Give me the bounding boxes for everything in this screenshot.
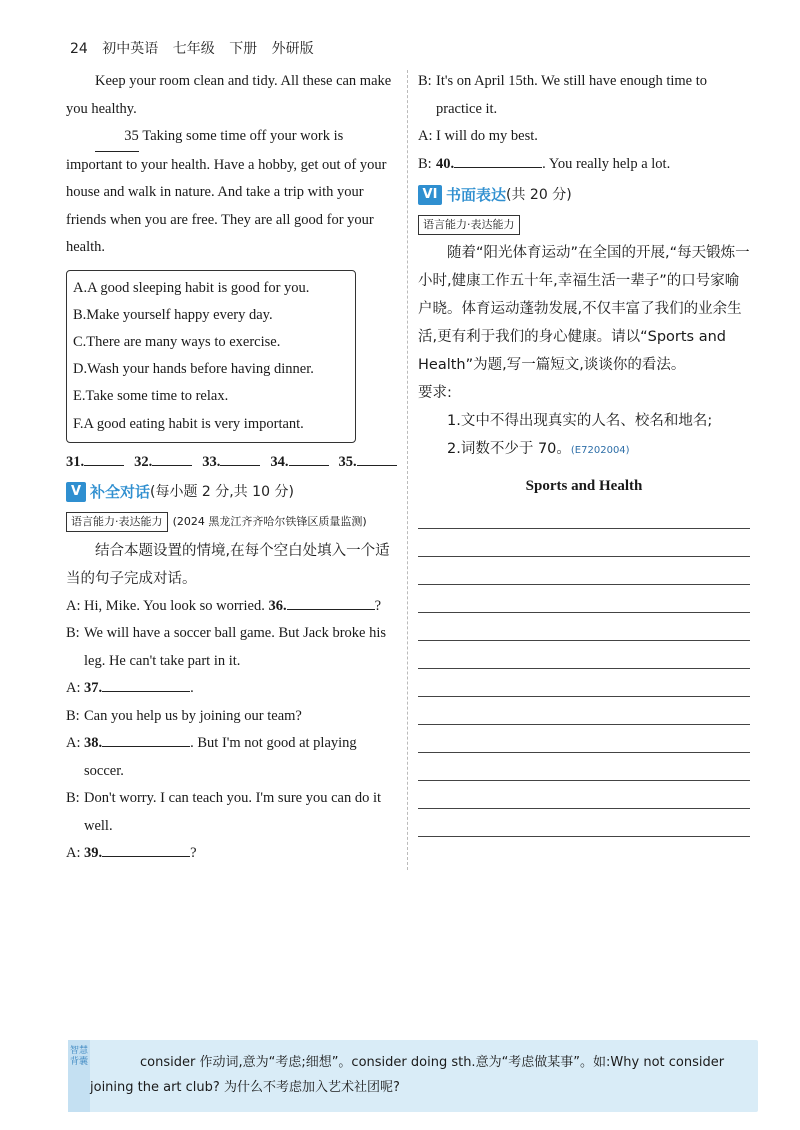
answer-32[interactable]: 32.: [134, 449, 192, 475]
option-e: E.Take some time to relax.: [73, 388, 229, 405]
section-5-instruction: 结合本题设置的情境,在每个空白处填入一个适当的句子完成对话。: [66, 542, 390, 587]
section-6-name: 书面表达: [446, 186, 507, 204]
tip-side-label: 智慧背囊: [68, 1040, 90, 1112]
section-5-name: 补全对话: [90, 482, 151, 501]
section-6-meta: [418, 212, 750, 235]
blank-40[interactable]: [454, 167, 542, 168]
requirement-1: 1.文中不得出现真实的人名、校名和地名;: [447, 413, 713, 429]
requirements-label: 要求:: [418, 385, 452, 401]
dialog-line: B: It's on April 15th. We still have enough time to practice it.: [418, 73, 708, 117]
writing-line[interactable]: [418, 641, 750, 669]
edition: 外研版: [271, 41, 314, 57]
blank-39[interactable]: [102, 856, 190, 857]
blank-38[interactable]: [102, 746, 190, 747]
dialog-line: A: I will do my best.: [418, 128, 538, 144]
writing-line[interactable]: [418, 753, 750, 781]
section-5-note: (每小题 2 分,共 10 分): [150, 483, 294, 500]
column-divider: [407, 70, 408, 870]
option-f: F.A good eating habit is very important.: [73, 415, 304, 432]
volume: 下册: [229, 41, 258, 57]
section-6-note: (共 20 分): [506, 187, 572, 203]
blank-36[interactable]: [287, 609, 375, 610]
writing-line[interactable]: [418, 809, 750, 837]
writing-line[interactable]: [418, 529, 750, 557]
options-box: [66, 270, 356, 443]
right-column: [418, 68, 750, 837]
writing-title: Sports and Health: [525, 478, 643, 494]
writing-line[interactable]: [418, 585, 750, 613]
passage-paragraph-1: Keep your room clean and tidy. All these can make you healthy.: [66, 73, 392, 117]
dialog-line: B: We will have a soccer ball game. But Jack broke his leg. He can't take part in it.: [66, 625, 387, 669]
dialog-line: A: 39. ?: [66, 845, 197, 862]
blank-37[interactable]: [102, 691, 190, 692]
passage-paragraph-2: 35 Taking some time off your work is important to your health. Have a hobby, get out of your house and walk in nature. And take a trip with your friends when you are free. They are all good for your health.: [66, 123, 400, 262]
page-number: 24: [70, 41, 88, 57]
blank-35[interactable]: 35: [95, 123, 139, 152]
writing-line[interactable]: [418, 725, 750, 753]
section-6-badge: VI: [418, 185, 442, 205]
answer-33[interactable]: 33.: [202, 449, 260, 475]
dialog-line: A: 37. .: [66, 680, 194, 697]
writing-line[interactable]: [418, 501, 750, 529]
writing-line[interactable]: [418, 613, 750, 641]
page-header: [70, 38, 324, 58]
answer-34[interactable]: 34.: [270, 449, 328, 475]
answer-row: [66, 449, 400, 475]
writing-line[interactable]: [418, 557, 750, 585]
answer-35[interactable]: 35.: [339, 449, 397, 475]
grade: 七年级: [172, 41, 215, 57]
writing-line[interactable]: [418, 697, 750, 725]
option-a: A.A good sleeping habit is good for you.: [73, 279, 310, 296]
tip-box: [68, 1040, 758, 1112]
writing-prompt: 随着“阳光体育运动”在全国的开展,“每天锻炼一小时,健康工作五十年,幸福生活一辈子”的口号家喻户晓。体育运动蓬勃发展,不仅丰富了我们的业余生活,更有利于我们的身心健康。请以“Sports and Health”为题,写一篇短文,谈谈你的看法。: [418, 245, 750, 373]
option-d: D.Wash your hands before having dinner.: [73, 361, 314, 378]
section-5-badge: V: [66, 482, 86, 502]
dialog-line: A: Hi, Mike. You look so worried. 36. ?: [66, 597, 382, 614]
tip-line-2: joining the art club? 为什么不考虑加入艺术社团呢?: [90, 1080, 400, 1095]
section-5-title: [66, 479, 400, 505]
dialog-line: B: 40. . You really help a lot.: [418, 155, 671, 172]
tip-line-1: consider 作动词,意为“考虑;细想”。consider doing sth.意为“考虑做某事”。如:Why not consider: [140, 1055, 725, 1070]
section-5-meta: [66, 509, 400, 533]
section-6-title: [418, 182, 750, 208]
requirement-2: 2.词数不少于 70。(E7202004): [447, 441, 630, 457]
writing-line[interactable]: [418, 669, 750, 697]
subject: 初中英语: [102, 41, 159, 57]
skill-tag: 语言能力·表达能力: [66, 512, 168, 532]
source-note: (2024 黑龙江齐齐哈尔铁锋区质量监测): [172, 514, 367, 528]
dialog-line: B: Don't worry. I can teach you. I'm sure you can do it well.: [66, 790, 382, 834]
skill-tag: 语言能力·表达能力: [418, 215, 520, 235]
option-c: C.There are many ways to exercise.: [73, 333, 281, 350]
left-column: [66, 68, 400, 868]
dialog-line: A: 38. . But I'm not good at playing soccer.: [66, 735, 357, 779]
dialog-left: [66, 593, 400, 868]
dialog-line: B: Can you help us by joining our team?: [66, 707, 302, 724]
writing-area[interactable]: [418, 501, 750, 837]
option-b: B.Make yourself happy every day.: [73, 306, 273, 323]
writing-line[interactable]: [418, 781, 750, 809]
item-code: (E7202004): [570, 445, 630, 456]
tip-text: [90, 1050, 750, 1100]
answer-31[interactable]: 31.: [66, 449, 124, 475]
